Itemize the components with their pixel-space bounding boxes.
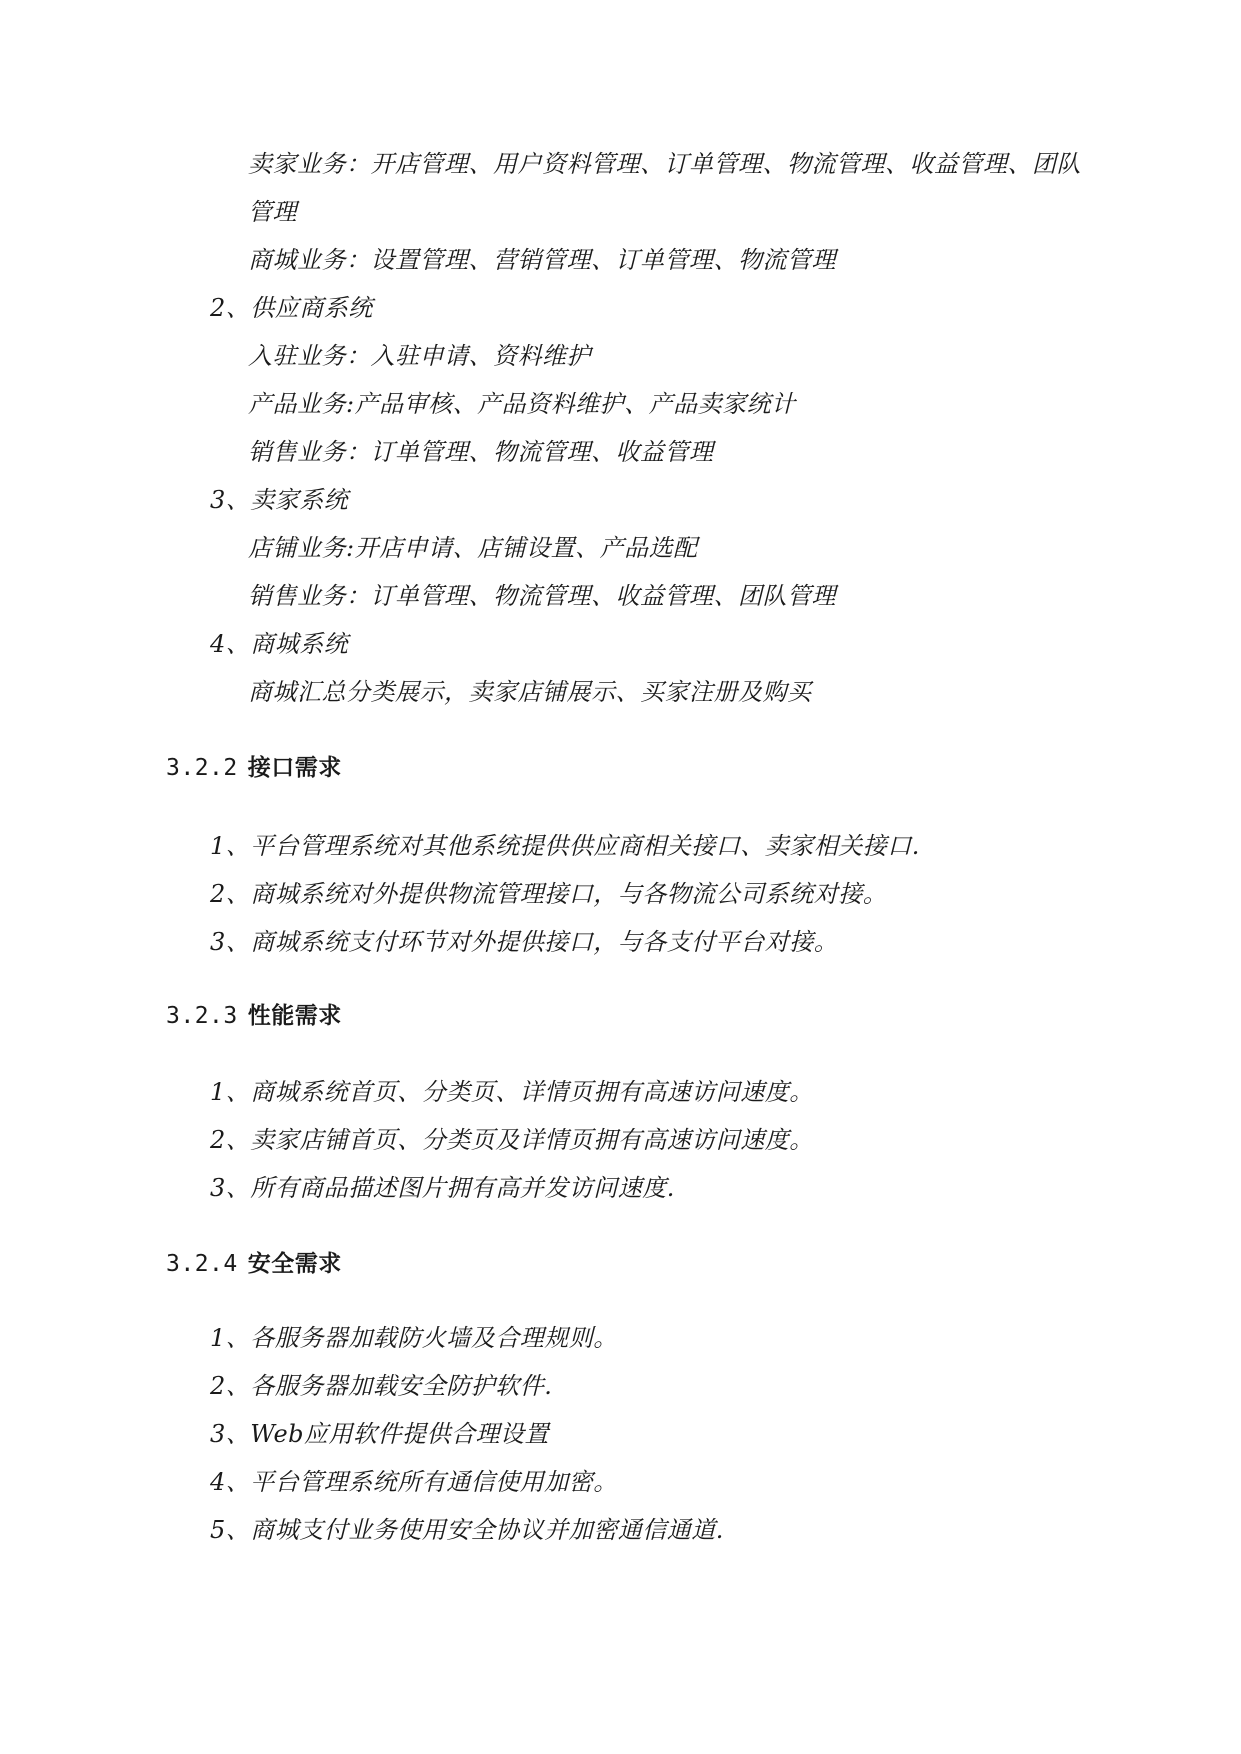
security-item: 2、各服务器加载安全防护软件.	[210, 1372, 553, 1400]
seller-business-line-cont: 管理	[248, 198, 297, 226]
security-item: 5、商城支付业务使用安全协议并加密通信通道.	[210, 1516, 724, 1544]
section-heading-interface	[166, 752, 342, 784]
supplier-system-title: 2、供应商系统	[210, 294, 373, 322]
mall-system-title: 4、商城系统	[210, 630, 349, 658]
seller-system-title: 3、卖家系统	[210, 486, 349, 514]
section-number: 3.2.4	[166, 1251, 238, 1277]
section-title: 性能需求	[247, 1003, 342, 1029]
performance-item: 2、卖家店铺首页、分类页及详情页拥有高速访问速度。	[210, 1126, 814, 1154]
section-number: 3.2.3	[166, 1003, 238, 1029]
performance-item: 3、所有商品描述图片拥有高并发访问速度.	[210, 1174, 675, 1202]
security-item: 3、Web应用软件提供合理设置	[210, 1420, 550, 1448]
interface-item: 1、平台管理系统对其他系统提供供应商相关接口、卖家相关接口.	[210, 832, 920, 860]
seller-item: 销售业务：订单管理、物流管理、收益管理、团队管理	[248, 582, 836, 610]
interface-item: 3、商城系统支付环节对外提供接口，与各支付平台对接。	[210, 928, 839, 956]
seller-item: 店铺业务:开店申请、店铺设置、产品选配	[248, 534, 698, 562]
mall-item: 商城汇总分类展示，卖家店铺展示、买家注册及购买	[248, 678, 812, 706]
section-number: 3.2.2	[166, 755, 238, 781]
performance-item: 1、商城系统首页、分类页、详情页拥有高速访问速度。	[210, 1078, 814, 1106]
section-title: 接口需求	[247, 755, 342, 781]
supplier-item: 销售业务：订单管理、物流管理、收益管理	[248, 438, 714, 466]
section-title: 安全需求	[247, 1251, 342, 1277]
seller-business-line: 卖家业务：开店管理、用户资料管理、订单管理、物流管理、收益管理、团队	[248, 150, 1081, 178]
security-item: 4、平台管理系统所有通信使用加密。	[210, 1468, 618, 1496]
supplier-item: 产品业务:产品审核、产品资料维护、产品卖家统计	[248, 390, 796, 418]
section-heading-performance	[166, 1000, 342, 1032]
supplier-item: 入驻业务：入驻申请、资料维护	[248, 342, 591, 370]
section-heading-security	[166, 1248, 342, 1280]
interface-item: 2、商城系统对外提供物流管理接口，与各物流公司系统对接。	[210, 880, 888, 908]
security-item: 1、各服务器加载防火墙及合理规则。	[210, 1324, 618, 1352]
mall-business-line: 商城业务：设置管理、营销管理、订单管理、物流管理	[248, 246, 836, 274]
